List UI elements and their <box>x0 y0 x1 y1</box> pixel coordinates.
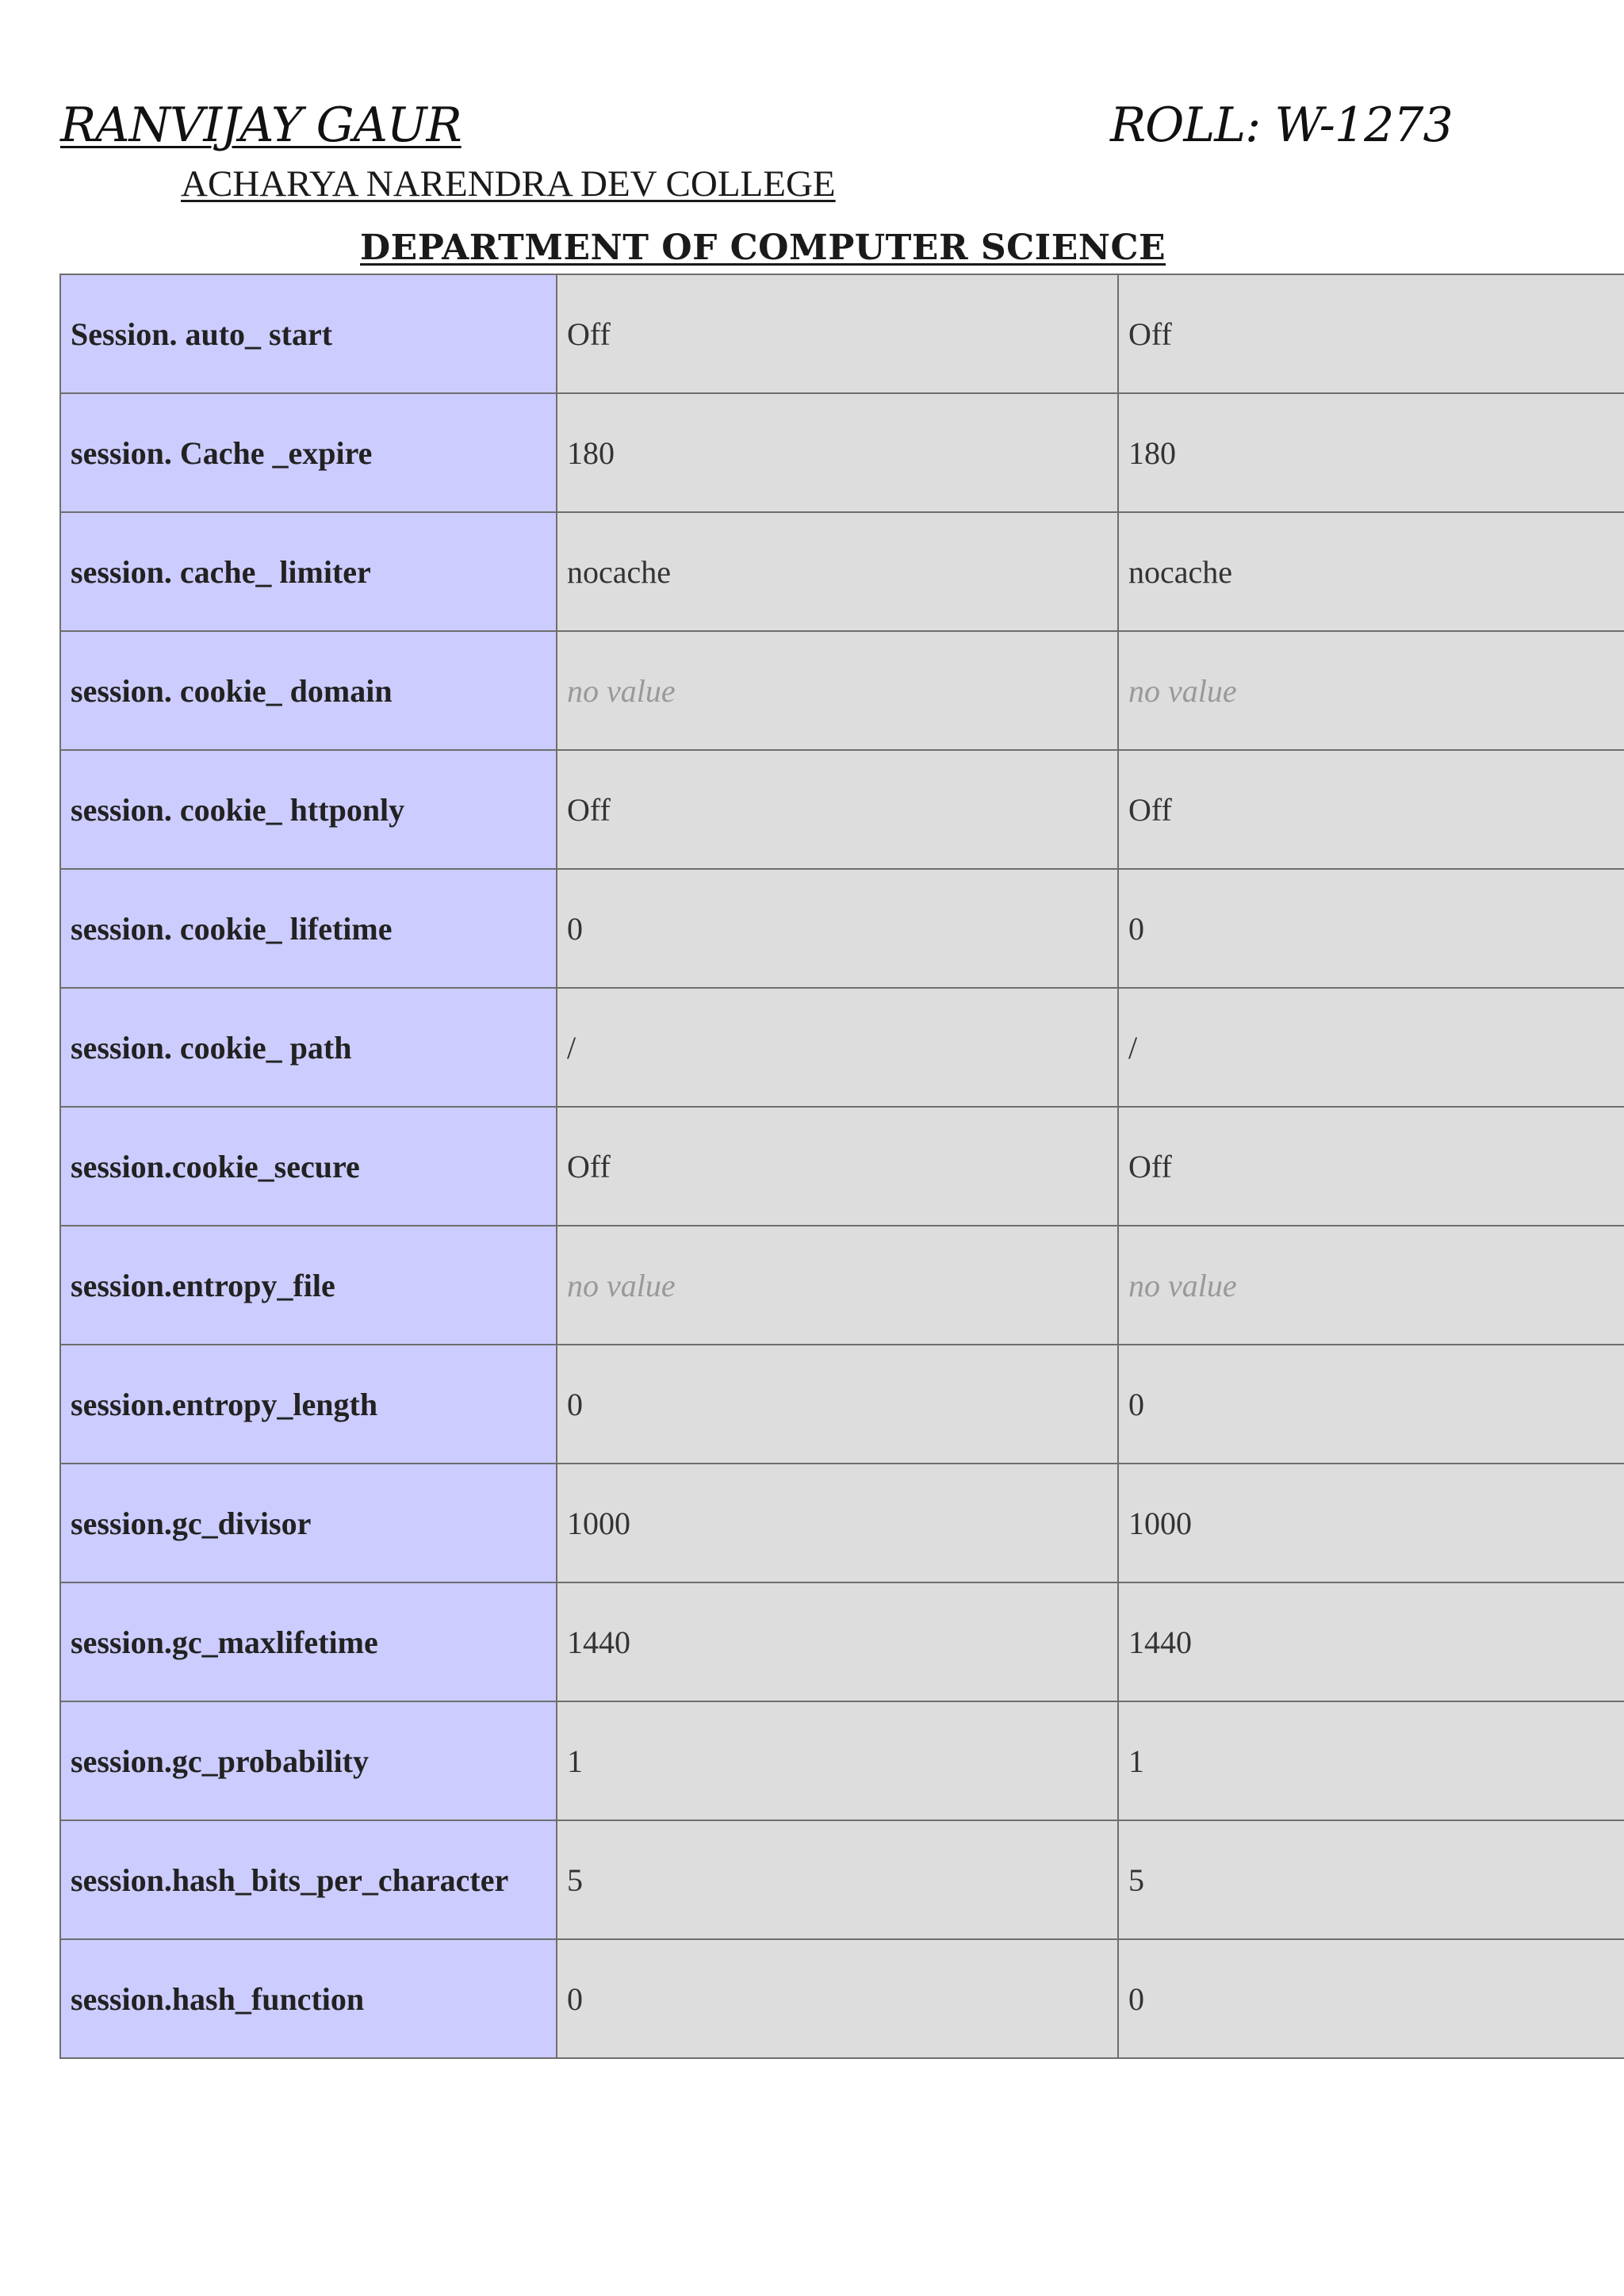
master-value-cell: 0 <box>1118 1939 1624 2058</box>
local-value-cell: no value <box>557 631 1118 750</box>
master-value-cell: nocache <box>1118 512 1624 631</box>
local-value-cell: 5 <box>557 1820 1118 1939</box>
local-value-cell: nocache <box>557 512 1118 631</box>
table-row <box>60 1582 1624 1701</box>
college-name: ACHARYA NARENDRA DEV COLLEGE <box>181 163 836 205</box>
directive-cell: session.hash_bits_per_character <box>60 1820 557 1939</box>
local-value-cell: Off <box>557 750 1118 869</box>
master-value-cell: 1000 <box>1118 1464 1624 1582</box>
table-row <box>60 393 1624 512</box>
master-value-cell: 1440 <box>1118 1582 1624 1701</box>
local-value-cell: Off <box>557 274 1118 393</box>
local-value-cell: / <box>557 988 1118 1107</box>
table-row <box>60 1226 1624 1345</box>
directive-cell: session.gc_maxlifetime <box>60 1582 557 1701</box>
directive-cell: session.gc_divisor <box>60 1464 557 1582</box>
master-value-cell: 1 <box>1118 1701 1624 1820</box>
directive-cell: session. cookie_ domain <box>60 631 557 750</box>
table-row <box>60 274 1624 393</box>
table-row <box>60 1939 1624 2058</box>
directive-cell: Session. auto_ start <box>60 274 557 393</box>
local-value-cell: 1 <box>557 1701 1118 1820</box>
local-value-cell: 0 <box>557 1345 1118 1464</box>
directive-cell: session.gc_probability <box>60 1701 557 1820</box>
directive-cell: session. Cache _expire <box>60 393 557 512</box>
master-value-cell: no value <box>1118 1226 1624 1345</box>
department-name: DEPARTMENT OF COMPUTER SCIENCE <box>360 228 1166 268</box>
master-value-cell: 180 <box>1118 393 1624 512</box>
table-row <box>60 1820 1624 1939</box>
student-name: RANVIJAY GAUR <box>60 98 462 153</box>
table-row <box>60 1464 1624 1582</box>
directive-cell: session. cache_ limiter <box>60 512 557 631</box>
directive-cell: session.entropy_length <box>60 1345 557 1464</box>
directive-cell: session. cookie_ path <box>60 988 557 1107</box>
local-value-cell: Off <box>557 1107 1118 1226</box>
directive-cell: session. cookie_ httponly <box>60 750 557 869</box>
local-value-cell: 180 <box>557 393 1118 512</box>
directive-cell: session.hash_function <box>60 1939 557 2058</box>
local-value-cell: 1000 <box>557 1464 1118 1582</box>
directive-cell: session. cookie_ lifetime <box>60 869 557 988</box>
config-table-body <box>60 274 1624 2058</box>
master-value-cell: 0 <box>1118 869 1624 988</box>
master-value-cell: no value <box>1118 631 1624 750</box>
table-row <box>60 1345 1624 1464</box>
master-value-cell: Off <box>1118 274 1624 393</box>
master-value-cell: / <box>1118 988 1624 1107</box>
directive-cell: session.cookie_secure <box>60 1107 557 1226</box>
master-value-cell: 0 <box>1118 1345 1624 1464</box>
table-row <box>60 1107 1624 1226</box>
local-value-cell: 1440 <box>557 1582 1118 1701</box>
directive-cell: session.entropy_file <box>60 1226 557 1345</box>
table-row <box>60 512 1624 631</box>
session-config-table <box>59 274 1624 2059</box>
table-row <box>60 631 1624 750</box>
table-row <box>60 750 1624 869</box>
table-row <box>60 988 1624 1107</box>
master-value-cell: 5 <box>1118 1820 1624 1939</box>
local-value-cell: no value <box>557 1226 1118 1345</box>
table-row <box>60 869 1624 988</box>
master-value-cell: Off <box>1118 750 1624 869</box>
table-row <box>60 1701 1624 1820</box>
local-value-cell: 0 <box>557 869 1118 988</box>
master-value-cell: Off <box>1118 1107 1624 1226</box>
local-value-cell: 0 <box>557 1939 1118 2058</box>
roll-number: ROLL: W-1273 <box>1110 98 1453 153</box>
